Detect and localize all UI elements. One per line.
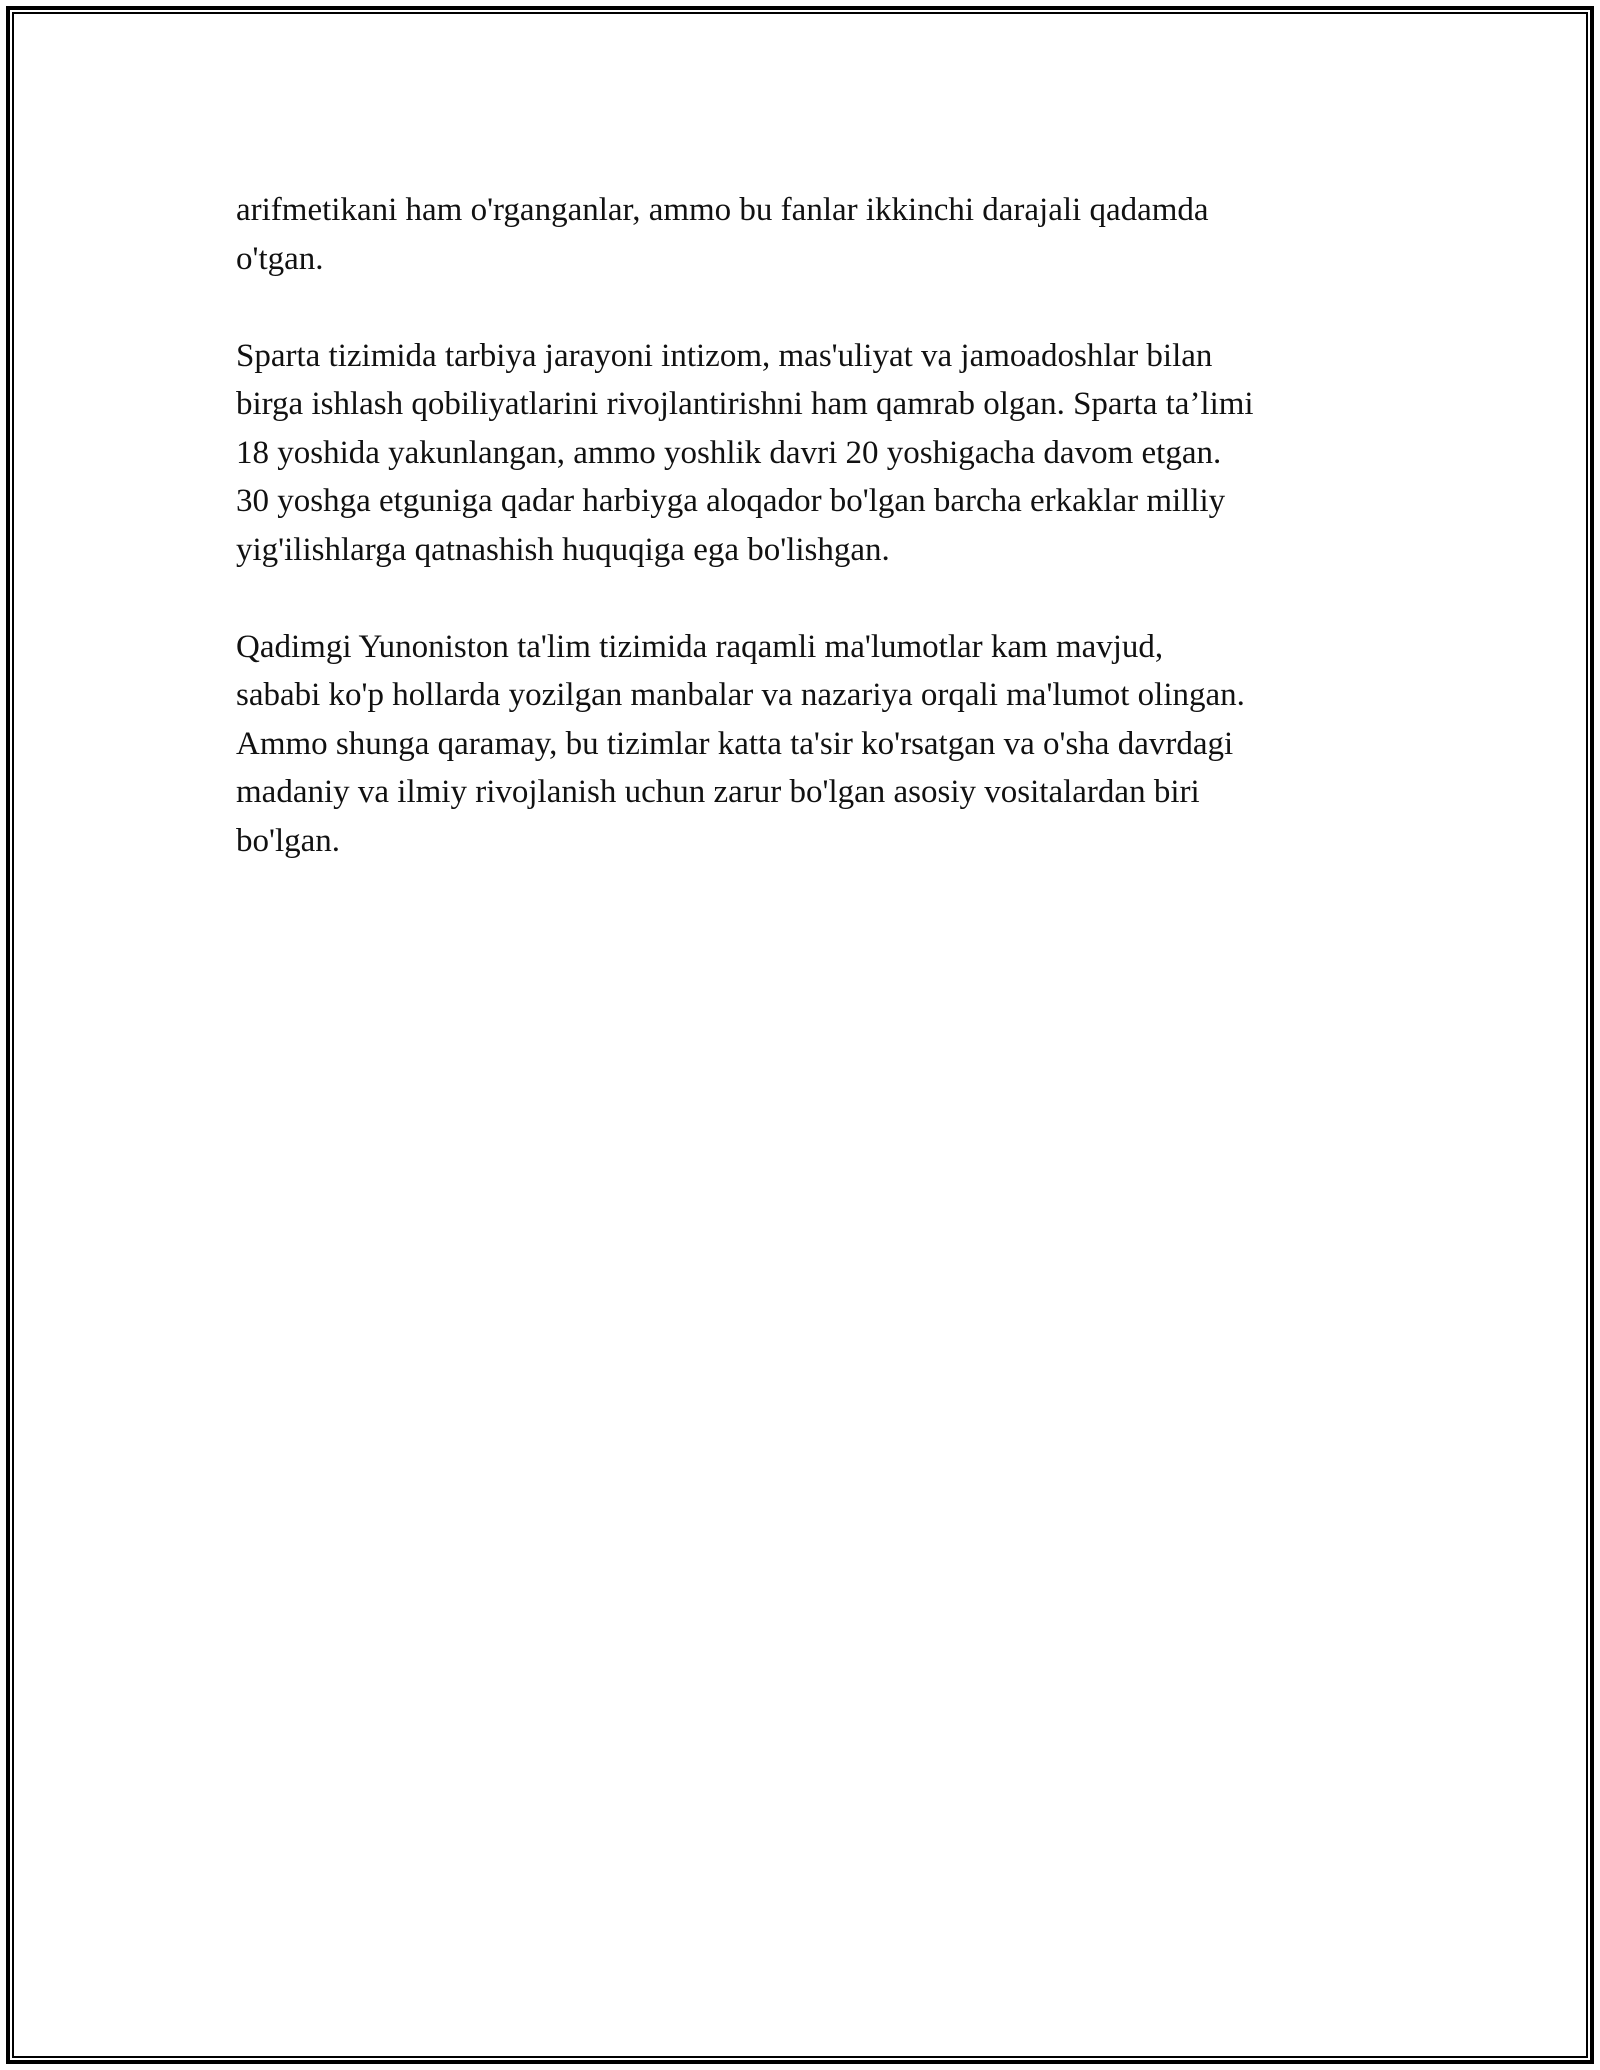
paragraph-3 <box>236 623 1376 866</box>
text-line: Sparta tizimida tarbiya jarayoni intizom, mas'uliyat va jamoadoshlar bilan <box>236 337 1213 374</box>
text-line: birga ishlash qobiliyatlarini rivojlantirishni ham qamrab olgan. Sparta ta’limi <box>236 386 1254 422</box>
paragraph-1 <box>236 186 1376 283</box>
text-line: Ammo shunga qaramay, bu tizimlar katta ta'sir ko'rsatgan va o'sha davrdagi <box>236 725 1234 762</box>
text-line: 18 yoshida yakunlangan, ammo yoshlik davri 20 yoshigacha davom etgan. <box>236 434 1222 471</box>
text-line: 30 yoshga etguniga qadar harbiyga aloqador bo'lgan barcha erkaklar milliy <box>236 483 1226 519</box>
document-body <box>236 186 1376 914</box>
text-line: arifmetikani ham o'rganganlar, ammo bu fanlar ikkinchi darajali qadamda <box>236 192 1209 228</box>
paragraph-2 <box>236 332 1376 575</box>
text-line: madaniy va ilmiy rivojlanish uchun zarur bo'lgan asosiy vositalardan biri <box>236 774 1200 810</box>
text-line: yig'ilishlarga qatnashish huquqiga ega bo'lishgan. <box>236 531 890 568</box>
text-line: bo'lgan. <box>236 822 341 859</box>
text-line: sababi ko'p hollarda yozilgan manbalar va nazariya orqali ma'lumot olingan. <box>236 677 1245 713</box>
text-line: Qadimgi Yunoniston ta'lim tizimida raqamli ma'lumotlar kam mavjud, <box>236 628 1164 665</box>
text-line: o'tgan. <box>236 240 324 277</box>
